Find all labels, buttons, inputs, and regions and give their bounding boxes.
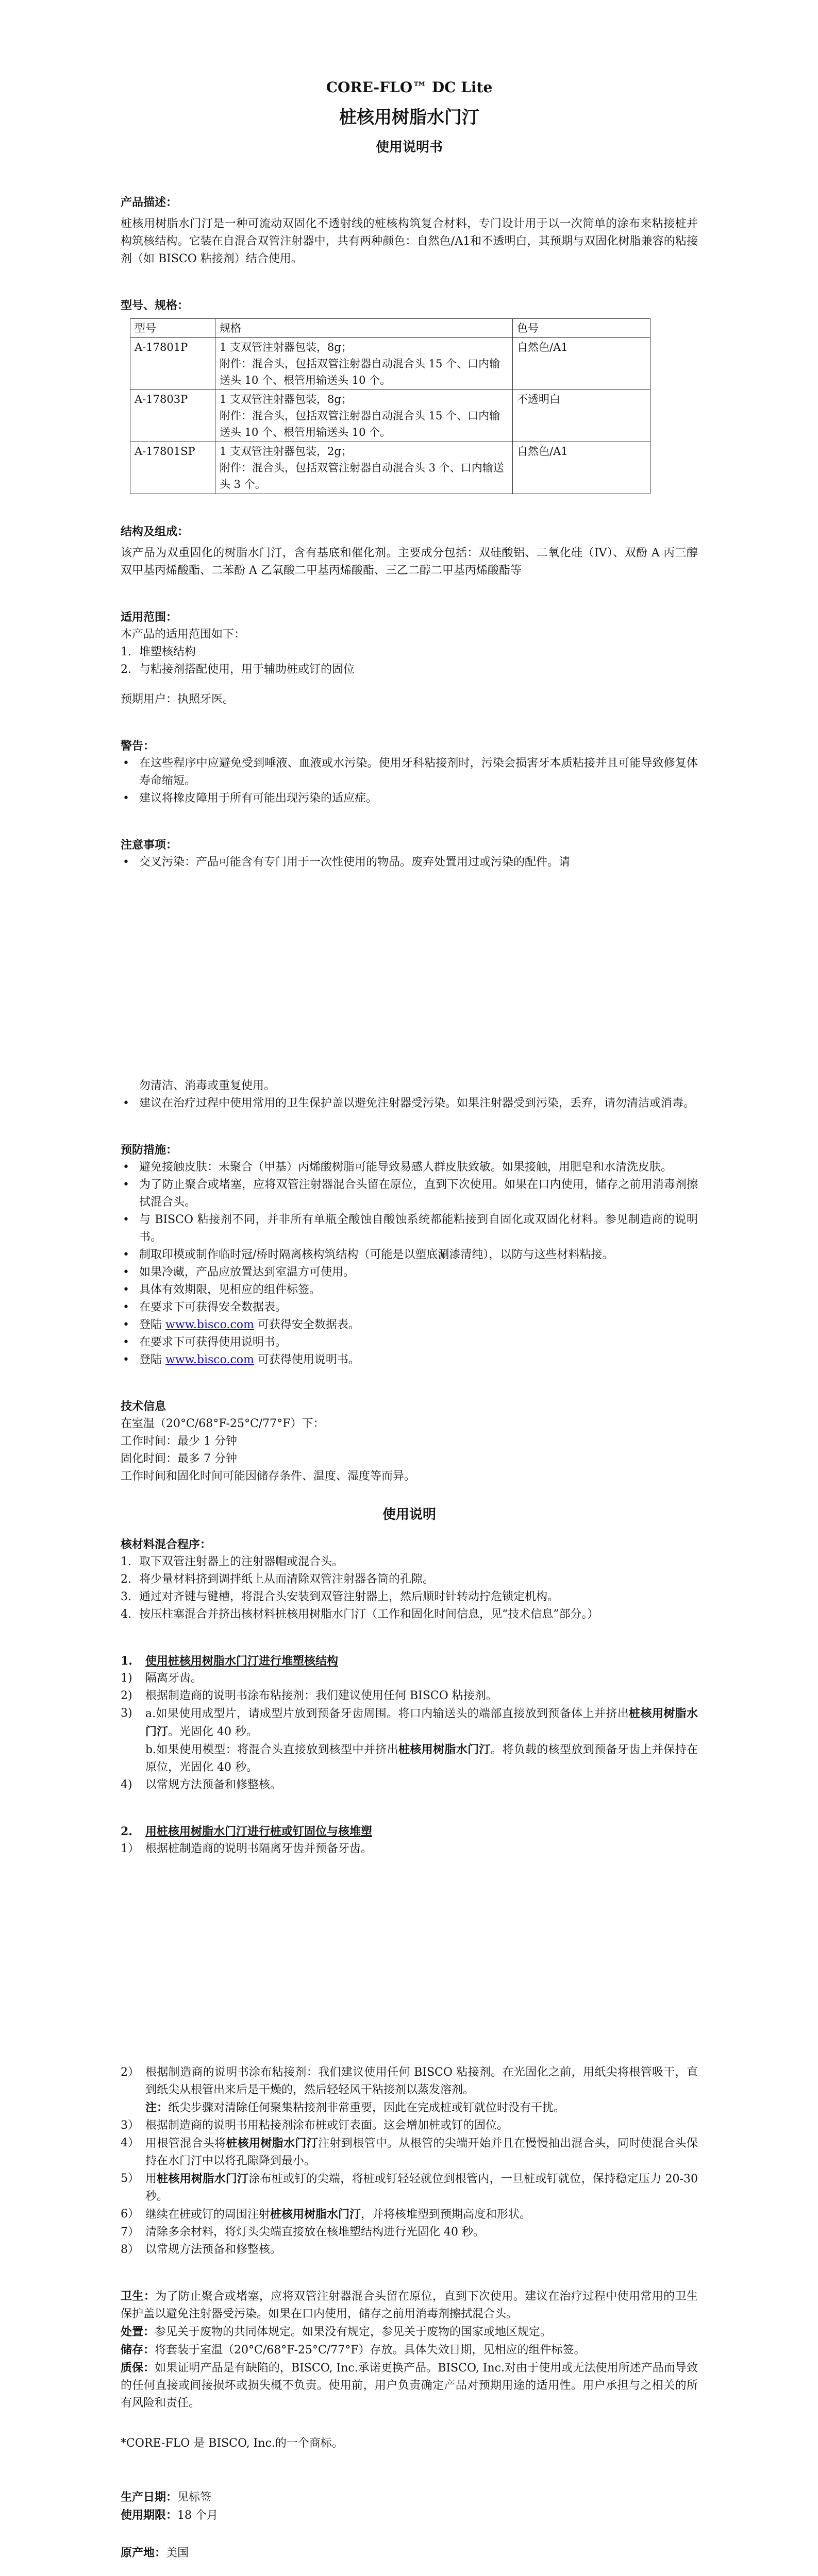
sec2-list-2: [121, 2064, 698, 2259]
cell-color: 自然色/A1: [513, 442, 650, 494]
list-item: 4. 按压柱塞混合并挤出核材料桩核用树脂水门汀（工作和固化时间信息，见“技术信息”部分。）: [121, 1608, 599, 1621]
list-item: • 在要求下可获得使用说明书。: [121, 1334, 698, 1351]
precautions-section: [121, 1141, 698, 1369]
cautions-list: [121, 854, 698, 871]
col-color-header: 色号: [513, 319, 650, 338]
scope-intro: 本产品的适用范围如下：: [121, 628, 246, 641]
list-item: b.如果使用模型：将混合头直接放到核型中并挤出桩核用树脂水门汀。将负载的核型放到预备牙齿上并保持在原位，光固化 40 秒。: [145, 1743, 698, 1774]
list-item: • 具体有效期限，见相应的组件标签。: [121, 1281, 698, 1299]
service-life: 使用期限：18 个月: [121, 2509, 219, 2522]
cell-model: A-17801P: [130, 338, 215, 390]
tech-section: [121, 1398, 698, 1485]
tech-line: 固化时间：最多 7 分钟: [121, 1452, 237, 1465]
blank-gap: [121, 1858, 698, 2064]
brand-title: CORE-FLO™ DC Lite: [326, 79, 493, 96]
description-heading: 产品描述：: [121, 196, 178, 209]
cell-color: 自然色/A1: [513, 338, 650, 390]
list-item: • 登陆 www.bisco.com 可获得安全数据表。: [121, 1316, 698, 1334]
spec-accessories: 附件：混合头，包括双管注射器自动混合头 15 个、口内输送头 10 个、根管用输送头 10 个。: [220, 410, 500, 438]
title-block: [121, 77, 698, 158]
warnings-list: [121, 755, 698, 807]
list-item: • 登陆 www.bisco.com 可获得使用说明书。: [121, 1351, 698, 1369]
mix-heading: 核材料混合程序：: [121, 1538, 212, 1551]
document: [121, 77, 698, 2576]
trademark-text: *CORE-FLO 是 BISCO, Inc.的一个商标。: [121, 2437, 343, 2450]
sec1: [121, 1652, 698, 1794]
list-item: • 制取印模或制作临时冠/桥时隔离核构筑结构（可能是以塑底涮漆清纯），以防与这些材料粘接。: [121, 1246, 698, 1264]
tech-line: 工作时间和固化时间可能因储存条件、温度、湿度等而异。: [121, 1470, 416, 1483]
spec-line: 1 支双管注射器包装，8g；: [220, 393, 352, 405]
tech-line: 在室温（20°C/68°F-25°C/77°F）下：: [121, 1417, 325, 1430]
production-date: 生产日期：见标签: [121, 2490, 212, 2504]
models-table: [130, 318, 650, 494]
col-spec-header: 规格: [215, 319, 513, 338]
blank-gap: [121, 871, 698, 1077]
models-heading: 型号、规格：: [121, 299, 189, 312]
list-item: • 交叉污染：产品可能含有专门用于一次性使用的物品。废弃处置用过或污染的配件。请: [121, 854, 698, 871]
composition-heading: 结构及组成：: [121, 525, 189, 538]
list-item: 3. 通过对齐键与键槽，将混合头安装到双管注射器上，然后顺时针转动拧危锁定机构。: [121, 1590, 559, 1603]
list-item: 6） 继续在桩或钉的周围注射桩核用树脂水门汀，并将核堆塑到预期高度和形状。: [121, 2208, 531, 2221]
cell-spec: [215, 390, 513, 442]
scope-heading: 适用范围：: [121, 611, 178, 624]
scope-section: [121, 608, 698, 708]
list-item: • 建议在治疗过程中使用常用的卫生保护盖以避免注射器受污染。如果注射器受到污染，丢弃，请勿清洁或消毒。: [121, 1095, 698, 1112]
disposal-section: [121, 2287, 698, 2452]
warnings-heading: 警告：: [121, 739, 155, 753]
list-item: 2) 根据制造商的说明书涂布粘接剂：我们建议使用任何 BISCO 粘接剂。: [121, 1689, 497, 1702]
sec2: [121, 1823, 698, 2259]
sec1-heading: 1. 使用桩核用树脂水门汀进行堆塑核结构: [121, 1654, 339, 1668]
cautions-heading: 注意事项：: [121, 838, 178, 852]
bisco-website-link[interactable]: www.bisco.com: [165, 1318, 254, 1331]
mix-section: [121, 1536, 698, 1623]
cell-spec: [215, 442, 513, 494]
mix-list: [121, 1553, 698, 1623]
list-item: 1) 隔离牙齿。: [121, 1672, 203, 1685]
caution-continued: 勿清洁、消毒或重复使用。: [139, 1079, 276, 1092]
spec-accessories: 附件：混合头，包括双管注射器自动混合头 3 个、口内输送头 3 个。: [220, 462, 504, 490]
list-item: • 在要求下可获得安全数据表。: [121, 1299, 698, 1316]
usage-heading: 使用说明: [382, 1507, 436, 1522]
table-row: [130, 338, 650, 390]
list-item: 2. 与粘接剂搭配使用，用于辅助桩或钉的固位: [121, 663, 355, 676]
list-item: 3） 根据制造商的说明书用粘接剂涂布桩或钉表面。这会增加桩或钉的固位。: [121, 2119, 509, 2132]
col-model-header: 型号: [130, 319, 215, 338]
cell-model: A-17803P: [130, 390, 215, 442]
bisco-website-link[interactable]: www.bisco.com: [165, 1353, 254, 1366]
cautions-list-2: [121, 1095, 698, 1112]
list-item: 1. 堆塑核结构: [121, 646, 196, 658]
list-item: • 与 BISCO 粘接剂不同，并非所有单瓶全酸蚀自酸蚀系统都能粘接到自固化或双固化材料。参见制造商的说明书。: [121, 1211, 698, 1246]
cautions-section: [121, 836, 698, 1112]
list-item: 5） 用桩核用树脂水门汀涂布桩或钉的尖端，将桩或钉轻轻就位到根管内，一旦桩或钉就位，保持稳定压力 20-30 秒。: [121, 2172, 698, 2203]
spec-line: 1 支双管注射器包装，8g；: [220, 341, 352, 353]
product-title: 桩核用树脂水门汀: [339, 107, 479, 128]
list-item: • 为了防止聚合或堵塞，应将双管注射器混合头留在原位，直到下次使用。如果在口内使用，储存之前用消毒剂擦拭混合头。: [121, 1176, 698, 1211]
list-item: • 在这些程序中应避免受到唾液、血液或水污染。使用牙科粘接剂时，污染会损害牙本质粘接并且可能导致修复体寿命缩短。: [121, 755, 698, 790]
tech-heading: 技术信息: [121, 1400, 166, 1413]
scope-list: [121, 643, 698, 679]
list-item: 7） 清除多余材料，将灯头尖端直接放在核堆塑结构进行光固化 40 秒。: [121, 2226, 485, 2239]
list-item: 2） 根据制造商的说明书涂布粘接剂：我们建议使用任何 BISCO 粘接剂。在光固化之前，用纸尖将根管吸干，直到纸尖从根管出来后是干燥的，然后轻轻风干粘接剂以蒸发溶剂。: [121, 2066, 698, 2096]
cell-model: A-17801SP: [130, 442, 215, 494]
sec1-list: [121, 1670, 698, 1794]
list-item: • 避免接触皮肤：未聚合（甲基）丙烯酸树脂可能导致易感人群皮肤致敏。如果接触，用肥皂和水清洗皮肤。: [121, 1159, 698, 1176]
doc-type-title: 使用说明书: [375, 140, 443, 155]
warranty-text: 质保：如果证明产品是有缺陷的，BISCO, Inc.承诺更换产品。BISCO, Inc.对由于使用或无法使用所述产品而导致的任何直接或间接损坏或损失概不负责。使用前，用户负责确定产品对预期用途的适用性。用户承担与之相关的所有风险和责任。: [121, 2361, 698, 2410]
list-item: 注：纸尖步骤对清除任何聚集粘接剂非常重要，因此在完成桩或钉就位时没有干扰。: [145, 2101, 565, 2114]
sec2-heading: 2. 用桩核用树脂水门汀进行桩或钉固位与核堆塑: [121, 1825, 373, 1838]
origin: 原产地：美国: [121, 2546, 189, 2560]
tech-line: 工作时间：最少 1 分钟: [121, 1435, 237, 1448]
list-item: • 如果冷藏，产品应放置达到室温方可使用。: [121, 1264, 698, 1281]
dispose-text: 处置：参见关于废物的共同体规定。如果没有规定，参见关于废物的国家或地区规定。: [121, 2325, 552, 2338]
list-item: 4） 用根管混合头将桩核用树脂水门汀注射到根管中。从根管的尖端开始并且在慢慢抽出混合头，同时使混合头保持在水门汀中以将孔隙降到最小。: [121, 2137, 698, 2167]
cell-color: 不透明白: [513, 390, 650, 442]
spec-line: 1 支双管注射器包装，2g；: [220, 445, 352, 457]
precautions-list: [121, 1159, 698, 1369]
production-section: [121, 2488, 698, 2576]
intended-users: 预期用户：执照牙医。: [121, 693, 235, 706]
composition-section: [121, 523, 698, 580]
list-item: 2. 将少量材料挤到调拌纸上从而清除双管注射器各筒的孔隙。: [121, 1573, 435, 1586]
list-item: 4) 以常规方法预备和修整核。: [121, 1778, 282, 1791]
warnings-section: [121, 737, 698, 807]
description-text: 桩核用树脂水门汀是一种可流动双固化不透射线的桩核构筑复合材料，专门设计用于以一次简单的涂布来粘接桩并构筑核结构。它装在自混合双管注射器中，共有两种颜色：自然色/A1和不透明白，其预期与双固化树脂兼容的粘接剂（如 BISCO 粘接剂）结合使用。: [121, 217, 698, 265]
table-row: [130, 390, 650, 442]
cell-spec: [215, 338, 513, 390]
table-row: [130, 442, 650, 494]
sec2-list: [121, 1840, 698, 1858]
precautions-heading: 预防措施：: [121, 1143, 178, 1157]
spec-accessories: 附件：混合头，包括双管注射器自动混合头 15 个、口内输送头 10 个、根管用输送头 10 个。: [220, 358, 500, 386]
hygiene-text: 卫生：为了防止聚合或堵塞，应将双管注射器混合头留在原位，直到下次使用。建议在治疗过程中使用常用的卫生保护盖以避免注射器受污染。如果在口内使用，储存之前用消毒剂擦拭混合头。: [121, 2290, 698, 2320]
models-section: [121, 297, 698, 494]
composition-text: 该产品为双重固化的树脂水门汀，含有基底和催化剂。主要成分包括：双硅酸铝、二氧化硅（IV）、双酚 A 丙三醇双甲基丙烯酸酯、二苯酚 A 乙氧酸二甲基丙烯酸酯、三乙二醇二甲基丙烯酸酯等: [121, 547, 698, 577]
list-item: • 建议将橡皮障用于所有可能出现污染的适应症。: [121, 790, 698, 807]
table-header-row: [130, 319, 650, 338]
list-item: 3) a.如果使用成型片，请成型片放到预备牙齿周围。将口内输送头的端部直接放到预备体上并挤出桩核用树脂水门汀。光固化 40 秒。: [121, 1707, 698, 1738]
list-item: 1） 根据桩制造商的说明书隔离牙齿并预备牙齿。: [121, 1842, 373, 1855]
list-item: 8） 以常规方法预备和修整核。: [121, 2243, 282, 2256]
storage-text: 储存：将套装于室温（20°C/68°F-25°C/77°F）存放。具体失效日期，见相应的组件标签。: [121, 2343, 586, 2357]
description-section: [121, 194, 698, 268]
list-item: 1. 取下双管注射器上的注射器帽或混合头。: [121, 1555, 344, 1568]
